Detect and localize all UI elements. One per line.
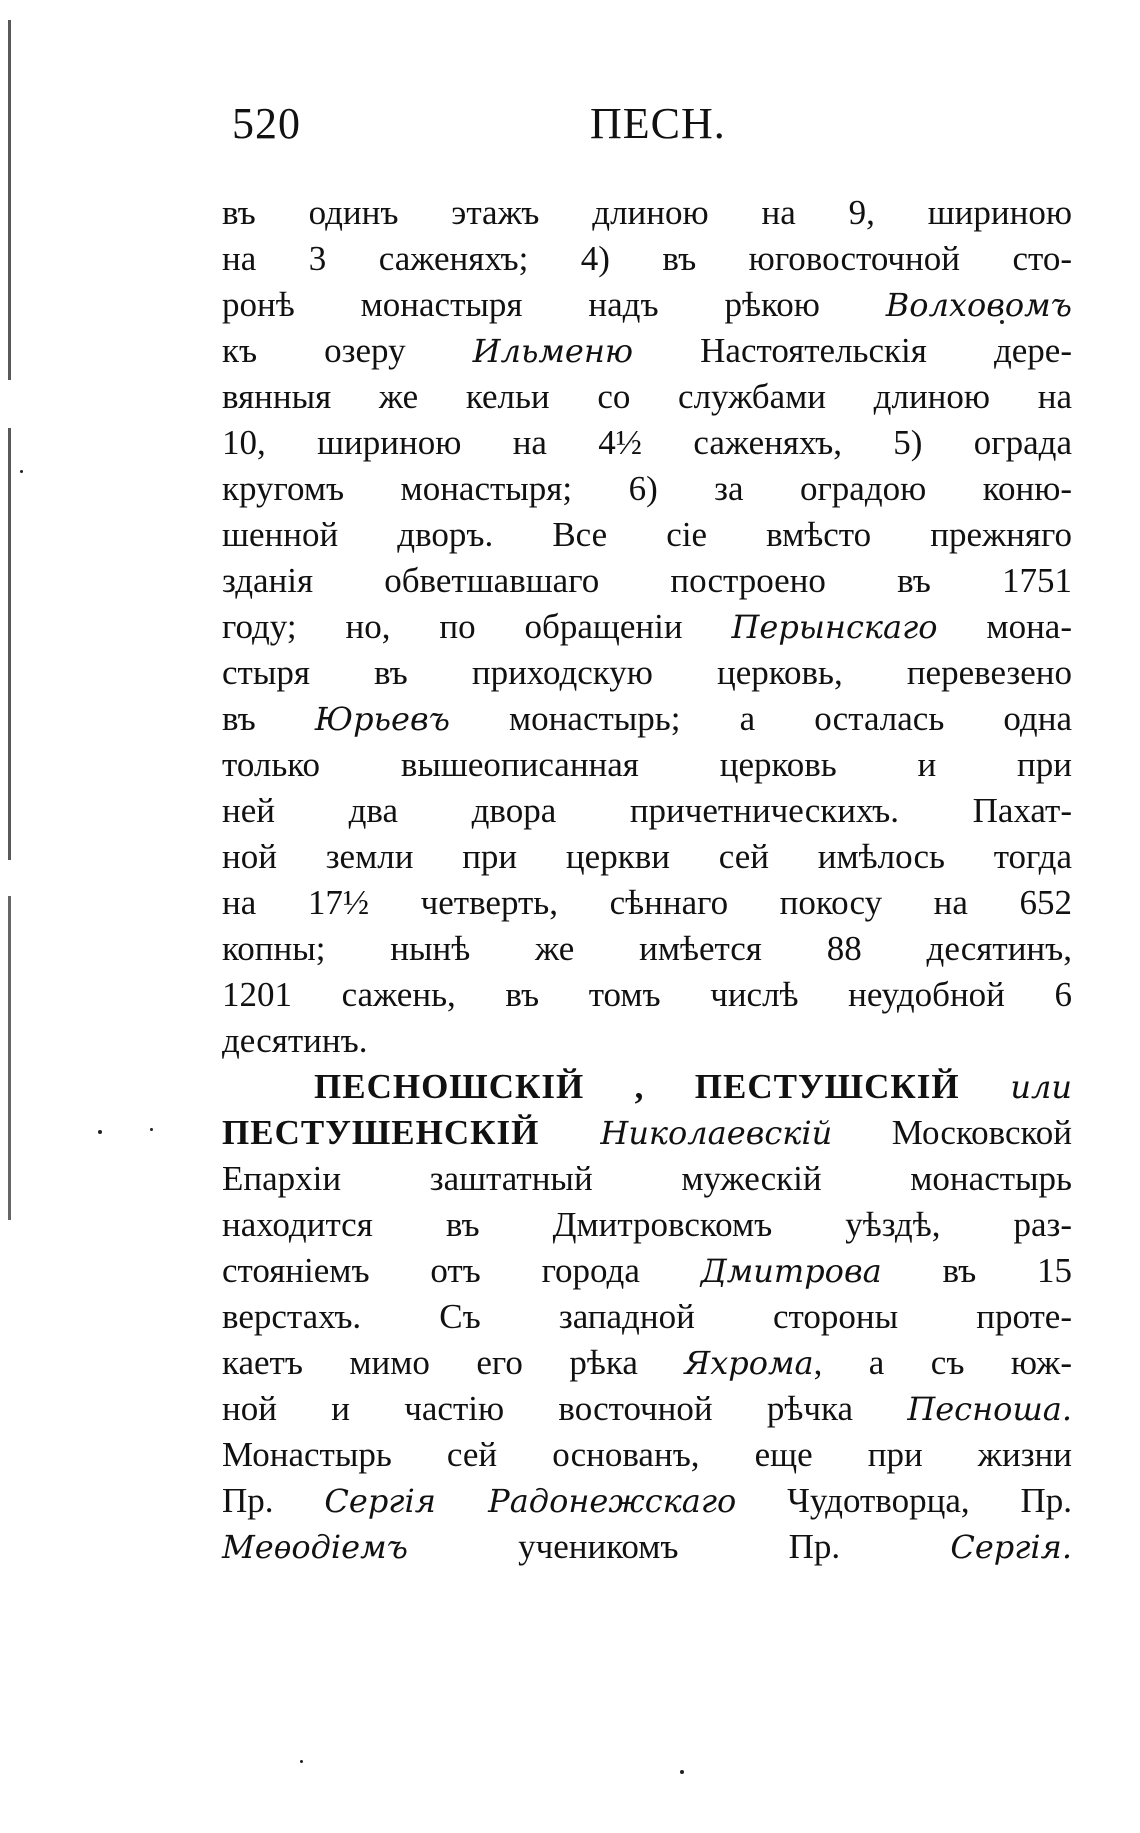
person-name: Сергія Радонежскаго (324, 1482, 737, 1520)
text-line: въ одинъ этажъ длиною на 9, шириною (222, 193, 1072, 232)
scan-speck (150, 1128, 153, 1131)
text-line: на 17½ четверть, сѣннаго покосу на 652 (222, 883, 1072, 922)
text-line: стыря въ приходскую церковь, перевезено (222, 653, 1072, 692)
text-line: на 3 саженяхъ; 4) въ юговосточной сто- (222, 239, 1072, 278)
scan-speck (300, 1760, 303, 1763)
person-name: Меѳодіемъ (222, 1528, 408, 1566)
text-line: верстахъ. Съ западной стороны проте- (222, 1297, 1072, 1336)
body-text (222, 190, 1072, 1570)
text-line: только вышеописанная церковь и при (222, 745, 1072, 784)
place-name: Яхрома (684, 1344, 814, 1382)
text-line: Епархіи заштатный мужескій монастырь (222, 1159, 1072, 1198)
text-line: году; но, по обращеніи Перынскаго мона- (222, 607, 1072, 646)
text-line: каетъ мимо его рѣка Яхрома, а съ юж- (222, 1343, 1073, 1382)
text-line: копны; нынѣ же имѣется 88 десятинъ, (222, 929, 1072, 968)
place-name: Ильменю (472, 332, 634, 370)
text-line: десятинъ. (222, 1021, 368, 1060)
page-number: 520 (232, 99, 301, 148)
entry-heading-line (222, 1064, 1072, 1110)
text-line: шенной дворъ. Все сіе вмѣсто прежняго (222, 515, 1072, 554)
text-line: ронѣ монастыря надъ рѣкою Волховомъ (222, 285, 1072, 324)
entry-heading-variant: ПЕСТУШЕНСКІЙ (222, 1113, 540, 1152)
text-line: Меѳодіемъ ученикомъ Пр. Сергія. (222, 1527, 1072, 1566)
scan-edge-line (8, 20, 11, 1220)
text-line: къ озеру Ильменю Настоятельскія дере- (222, 331, 1072, 370)
page-header (232, 98, 726, 158)
running-head: ПЕСН. (590, 99, 726, 148)
place-name: Перынскаго (731, 608, 938, 646)
text-line: ней два двора причетническихъ. Пахат- (222, 791, 1072, 830)
text-line: зданія обветшавшаго построено въ 1751 (222, 561, 1072, 600)
text-line: ной земли при церкви сей имѣлось тогда (222, 837, 1072, 876)
text-line: кругомъ монастыря; 6) за оградою коню- (222, 469, 1072, 508)
scan-speck (20, 470, 23, 473)
scan-speck (98, 1130, 102, 1134)
text-line: находится въ Дмитровскомъ уѣздѣ, раз- (222, 1205, 1072, 1244)
place-name: Юрьевъ (314, 700, 450, 738)
text-line: стояніемъ отъ города Дмитрова въ 15 (222, 1251, 1072, 1290)
place-name: Волховомъ (885, 286, 1072, 324)
text-line: вянныя же кельи со службами длиною на (222, 377, 1072, 416)
text-line: Пр. Сергія Радонежскаго Чудотворца, Пр. (222, 1481, 1072, 1520)
text-line: въ Юрьевъ монастырь; а осталась одна (222, 699, 1072, 738)
entry-dedication: Николаевскій (539, 1114, 833, 1152)
entry-connector: или (959, 1068, 1073, 1106)
place-name: Песноша. (907, 1390, 1072, 1428)
scan-speck (680, 1770, 684, 1774)
person-name: Сергія. (950, 1528, 1072, 1566)
text-line: 1201 сажень, въ томъ числѣ неудобной 6 (222, 975, 1072, 1014)
entry-heading: ПЕСНОШСКІЙ , ПЕСТУШСКІЙ (314, 1067, 960, 1106)
entry-heading-line: ПЕСТУШЕНСКІЙ Николаевскій Московской (222, 1113, 1072, 1152)
text-line: 10, шириною на 4½ саженяхъ, 5) ограда (222, 423, 1072, 462)
text-line: Монастырь сей основанъ, еще при жизни (222, 1435, 1072, 1474)
text-line: ной и частію восточной рѣчка Песноша. (222, 1389, 1072, 1428)
place-name: Дмитрова (700, 1252, 882, 1290)
